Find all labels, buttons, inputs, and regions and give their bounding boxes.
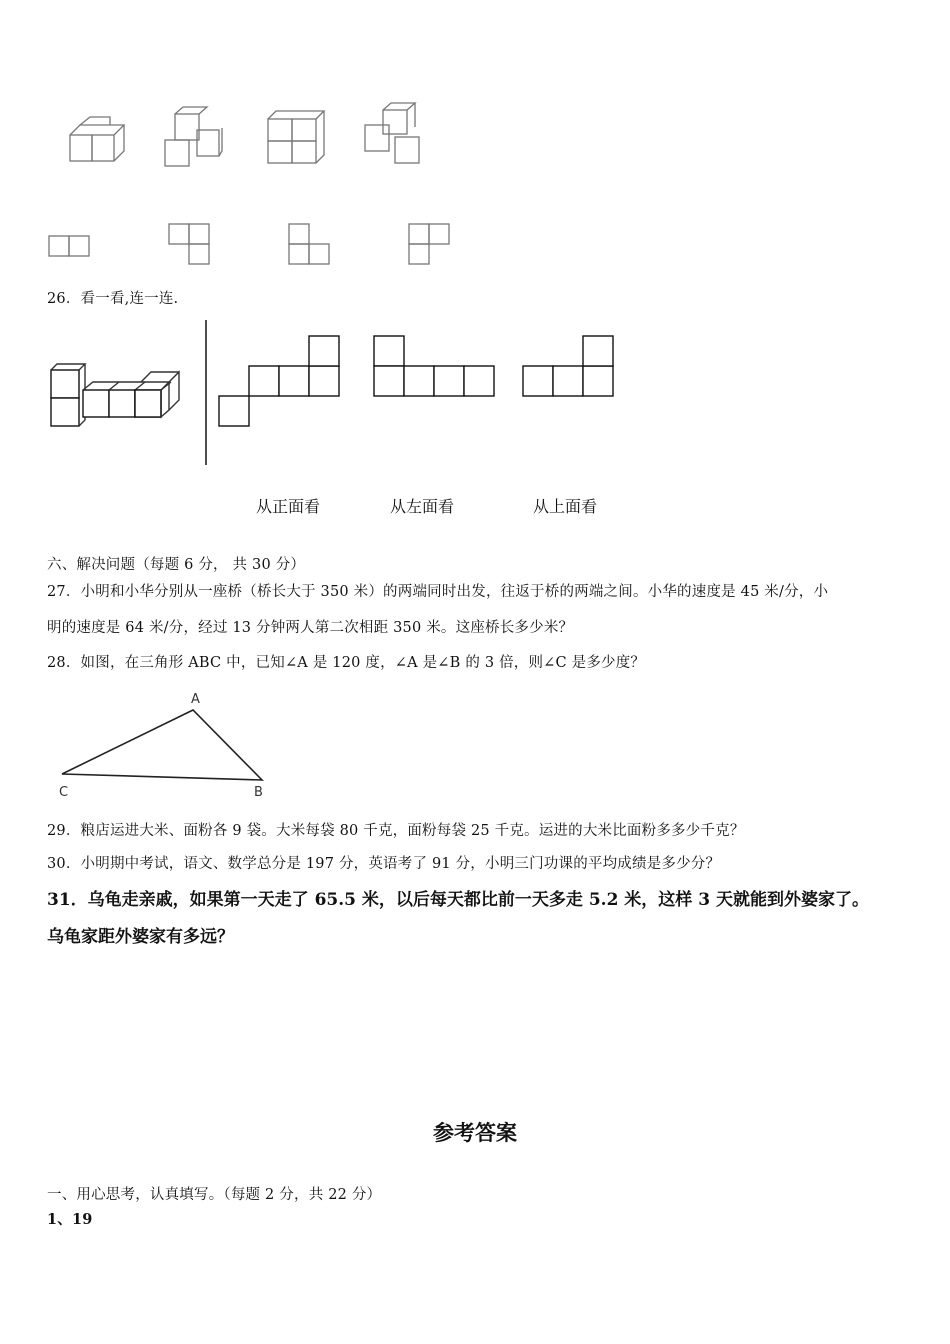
answers-section1: 一、用心思考，认真填写。（每题 2 分，共 22 分） xyxy=(47,1187,382,1203)
q26-label: 26．看一看,连一连. xyxy=(47,291,179,307)
cube-figure-4 xyxy=(365,103,419,163)
q27-line1: 27．小明和小华分别从一座桥（桥长大于 350 米）的两端同时出发，往返于桥的两端之间。小华的速度是 45 米/分，小 xyxy=(47,584,829,600)
vertex-b-label: B xyxy=(254,785,263,800)
view-figure-2 xyxy=(169,224,209,264)
section6-heading: 六、解决问题（每题 6 分， 共 30 分） xyxy=(47,557,306,573)
q26-view-3 xyxy=(523,336,613,396)
q29-text: 29．粮店运进大米、面粉各 9 袋。大米每袋 80 千克，面粉每袋 25 千克。运进的大米比面粉多多少千克？ xyxy=(47,823,745,839)
view-figures-top xyxy=(45,220,465,280)
q30-text: 30．小明期中考试，语文、数学总分是 197 分，英语考了 91 分，小明三门功课的平均成绩是多少分？ xyxy=(47,856,721,872)
cube-figure-1 xyxy=(70,117,124,161)
caption-left-view: 从左面看 xyxy=(390,497,455,516)
q31-line1: 31．乌龟走亲戚，如果第一天走了 65.5 米，以后每天都比前一天多走 5.2 米，这样 3 天就能到外婆家了。 xyxy=(47,890,869,910)
triangle-abc xyxy=(55,688,295,808)
q28-text: 28．如图，在三角形 ABC 中，已知∠A 是 120 度，∠A 是∠B 的 3 倍，则∠C 是多少度？ xyxy=(47,655,646,671)
q31-line2: 乌龟家距外婆家有多远？ xyxy=(47,927,234,947)
vertex-a-label: A xyxy=(191,692,200,707)
cube-figure-2 xyxy=(165,107,222,166)
answer-1: 1、19 xyxy=(47,1211,93,1228)
answers-title: 参考答案 xyxy=(433,1120,517,1145)
caption-front-view: 从正面看 xyxy=(256,497,321,516)
view-figure-4 xyxy=(409,224,449,264)
q27-line2: 明的速度是 64 米/分，经过 13 分钟两人第二次相距 350 米。这座桥长多少米？ xyxy=(47,620,574,636)
caption-top-view: 从上面看 xyxy=(533,497,598,516)
view-figure-3 xyxy=(289,224,329,264)
cube-figure-3 xyxy=(268,111,324,163)
cube-figures-top xyxy=(60,95,480,185)
vertex-c-label: C xyxy=(59,785,69,800)
q26-view-shapes xyxy=(215,334,635,434)
view-figure-1 xyxy=(49,236,89,256)
q26-view-2 xyxy=(374,336,494,396)
q26-view-1 xyxy=(219,336,339,426)
